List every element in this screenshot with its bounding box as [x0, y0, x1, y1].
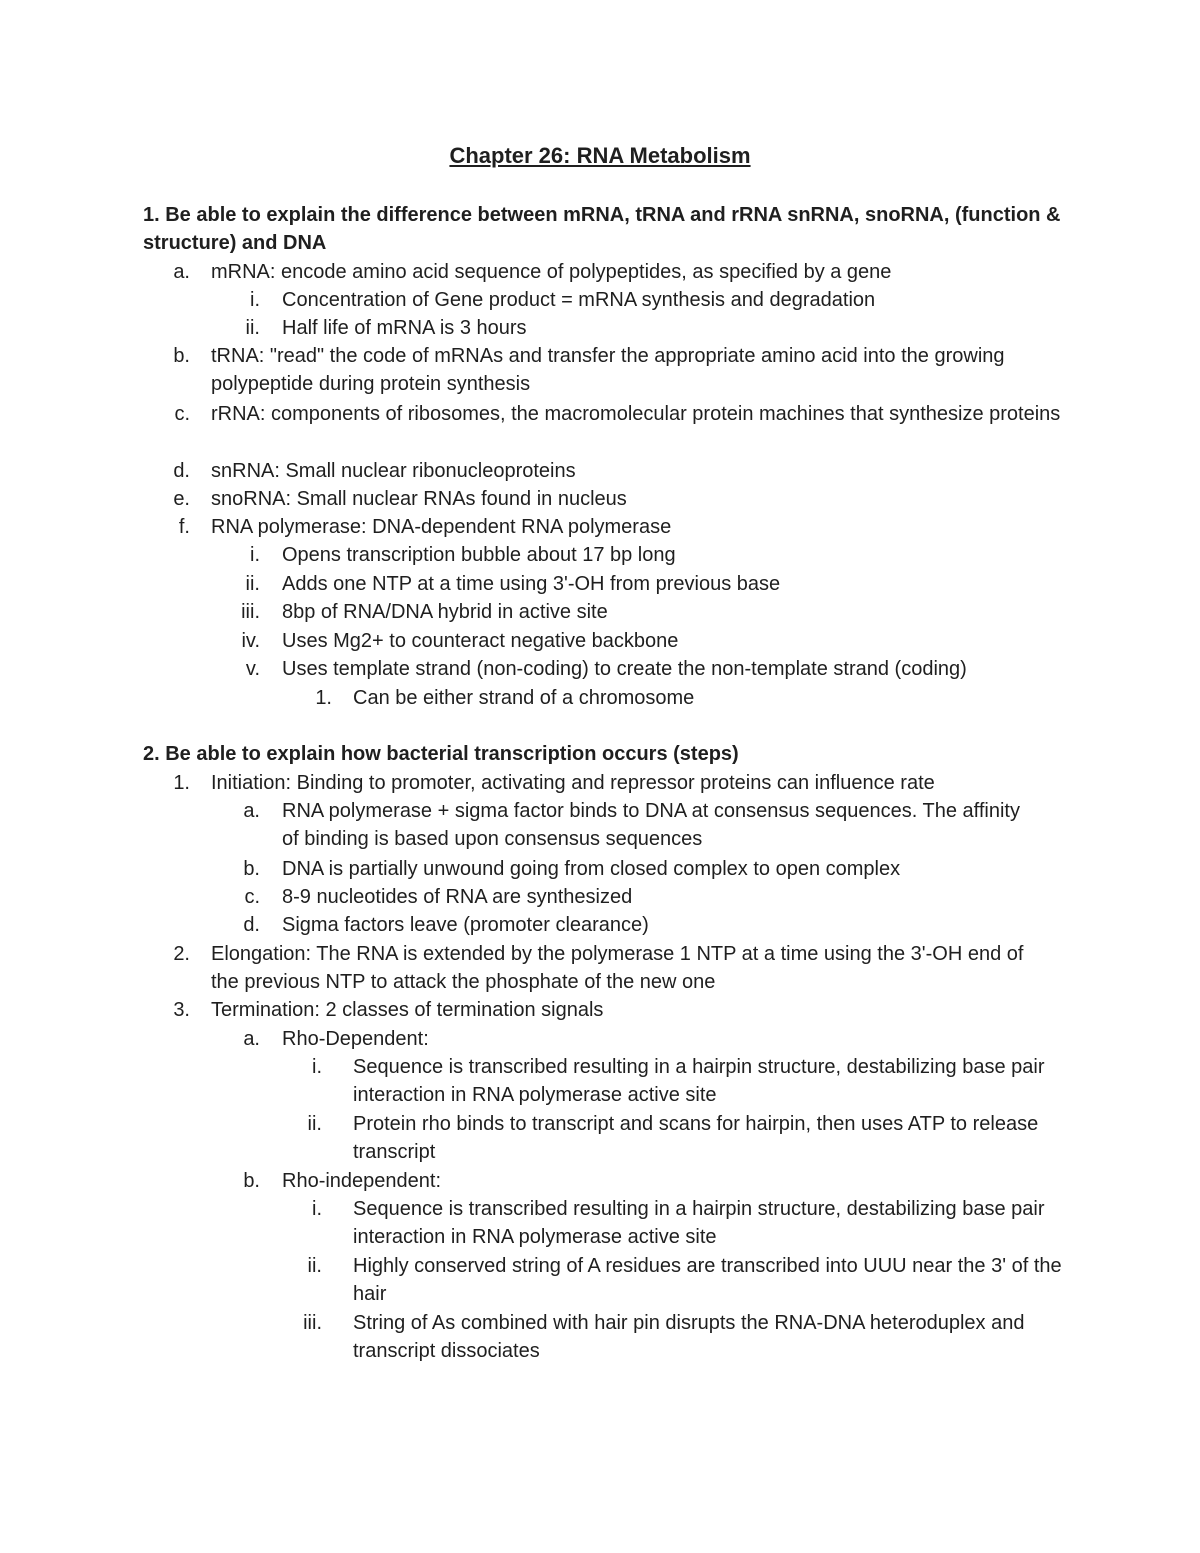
list-item-text: 8bp of RNA/DNA hybrid in active site — [282, 601, 608, 623]
list-marker: e. — [173, 488, 190, 510]
list-item-text: tRNA: "read" the code of mRNAs and transfer the appropriate amino acid into the growing polypeptide during protein synthesis — [211, 345, 1005, 396]
list-item-text: Sequence is transcribed resulting in a hairpin structure, destabilizing base pair interaction in RNA polymerase active site — [353, 1056, 1045, 1107]
list-marker: 3. — [173, 999, 190, 1021]
list-marker: b. — [243, 1170, 260, 1192]
list-marker: f. — [178, 516, 190, 538]
list-item-text: Termination: 2 classes of termination signals — [211, 999, 604, 1021]
list-marker: i. — [312, 1056, 322, 1078]
list-item-text: Rho-Dependent: — [282, 1028, 429, 1050]
section-2-heading: 2. Be able to explain how bacterial transcription occurs (steps) — [143, 743, 739, 765]
list-item-text: RNA polymerase + sigma factor binds to DNA at consensus sequences. The affinity of binding is based upon consensus sequences — [282, 800, 1020, 851]
list-marker: ii. — [245, 573, 260, 595]
list-marker: ii. — [307, 1255, 322, 1277]
list-marker: i. — [250, 289, 260, 311]
list-marker: iv. — [241, 630, 260, 652]
list-marker: b. — [173, 345, 190, 367]
list-marker: a. — [173, 261, 190, 283]
section-1-heading: 1. Be able to explain the difference between mRNA, tRNA and rRNA snRNA, snoRNA, (function & structure) and DNA — [143, 204, 1061, 255]
list-item-text: Concentration of Gene product = mRNA synthesis and degradation — [282, 289, 876, 311]
list-marker: d. — [243, 914, 260, 936]
page-title: Chapter 26: RNA Metabolism — [449, 143, 751, 168]
list-item-text: mRNA: encode amino acid sequence of polypeptides, as specified by a gene — [211, 261, 892, 283]
list-item-text: Initiation: Binding to promoter, activating and repressor proteins can influence rate — [211, 772, 935, 794]
list-item-text: snoRNA: Small nuclear RNAs found in nucleus — [211, 488, 627, 510]
list-item-text: Uses template strand (non-coding) to create the non-template strand (coding) — [282, 658, 967, 680]
list-item-text: Highly conserved string of A residues are transcribed into UUU near the 3' of the hair — [353, 1255, 1062, 1306]
list-marker: iii. — [241, 601, 260, 623]
list-item-text: Uses Mg2+ to counteract negative backbone — [282, 630, 679, 652]
list-marker: b. — [243, 858, 260, 880]
list-marker: 2. — [173, 943, 190, 965]
list-item-text: Sequence is transcribed resulting in a hairpin structure, destabilizing base pair interaction in RNA polymerase active site — [353, 1198, 1045, 1249]
list-item-text: Rho-independent: — [282, 1170, 442, 1192]
list-item-text: DNA is partially unwound going from closed complex to open complex — [282, 858, 901, 880]
list-marker: ii. — [307, 1113, 322, 1135]
list-item-text: Sigma factors leave (promoter clearance) — [282, 914, 649, 936]
list-marker: c. — [174, 403, 190, 425]
list-marker: iii. — [303, 1312, 322, 1334]
list-marker: a. — [243, 800, 260, 822]
list-marker: 1. — [173, 772, 190, 794]
list-marker: i. — [250, 544, 260, 566]
list-marker: i. — [312, 1198, 322, 1220]
list-item-text: Half life of mRNA is 3 hours — [282, 317, 527, 339]
list-item-text: Elongation: The RNA is extended by the polymerase 1 NTP at a time using the 3'-OH end of the previous NTP to attack the phosphate of the new one — [211, 943, 1024, 994]
list-item-text: snRNA: Small nuclear ribonucleoproteins — [211, 460, 576, 482]
list-item-text: Adds one NTP at a time using 3'-OH from previous base — [282, 573, 781, 595]
list-item-text: 8-9 nucleotides of RNA are synthesized — [282, 886, 633, 908]
list-item-text: Can be either strand of a chromosome — [353, 687, 695, 709]
list-item-text: Protein rho binds to transcript and scans for hairpin, then uses ATP to release transcript — [353, 1113, 1039, 1164]
list-marker: v. — [245, 658, 260, 680]
list-marker: 1. — [315, 687, 332, 709]
list-item-text: String of As combined with hair pin disrupts the RNA-DNA heteroduplex and transcript dissociates — [353, 1312, 1025, 1363]
list-marker: d. — [173, 460, 190, 482]
list-item-text: RNA polymerase: DNA-dependent RNA polymerase — [211, 516, 672, 538]
list-item-text: rRNA: components of ribosomes, the macromolecular protein machines that synthesize proteins — [211, 403, 1061, 425]
list-marker: ii. — [245, 317, 260, 339]
list-marker: c. — [244, 886, 260, 908]
list-marker: a. — [243, 1028, 260, 1050]
list-item-text: Opens transcription bubble about 17 bp long — [282, 544, 676, 566]
